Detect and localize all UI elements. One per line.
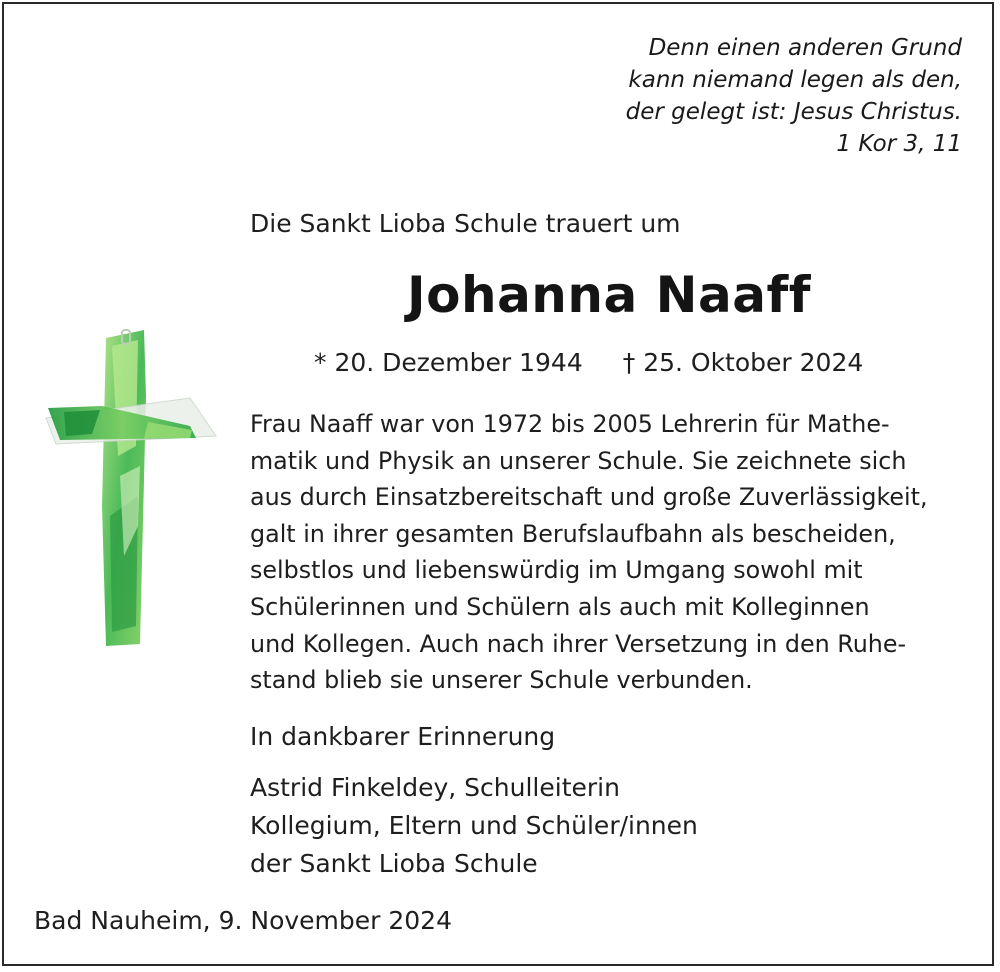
bio-line: Frau Naaff war von 1972 bis 2005 Lehrerin für Mathe- bbox=[250, 410, 890, 438]
verse-reference: 1 Kor 3, 11 bbox=[836, 131, 962, 157]
bio-line: aus durch Einsatzbereitschaft und große Zuverlässigkeit, bbox=[250, 483, 928, 512]
signer-line: Astrid Finkeldey, Schulleiterin bbox=[250, 773, 620, 802]
verse-line-1: Denn einen anderen Grund bbox=[648, 35, 962, 61]
bio-line: galt in ihrer gesamten Berufslaufbahn als bescheiden, bbox=[250, 519, 896, 548]
bio-line: Schülerinnen und Schülern als auch mit Kolleginnen bbox=[250, 592, 870, 621]
death-date: † 25. Oktober 2024 bbox=[622, 348, 864, 377]
birth-date: * 20. Dezember 1944 bbox=[314, 348, 583, 377]
signers bbox=[250, 769, 698, 883]
deceased-name: Johanna Naaff bbox=[407, 266, 811, 324]
signer-line: der Sankt Lioba Schule bbox=[250, 849, 538, 878]
bible-verse bbox=[626, 32, 962, 160]
biography bbox=[250, 406, 950, 699]
verse-line-2: kann niemand legen als den, bbox=[628, 67, 962, 93]
verse-line-3: der gelegt ist: Jesus Christus. bbox=[625, 99, 962, 125]
memory-text: In dankbarer Erinnerung bbox=[250, 722, 556, 751]
bio-line: und Kollegen. Auch nach ihrer Versetzung in den Ruhe- bbox=[250, 629, 907, 658]
signer-line: Kollegium, Eltern und Schüler/innen bbox=[250, 811, 698, 840]
bio-line: matik und Physik an unserer Schule. Sie zeichnete sich bbox=[250, 446, 907, 475]
bio-line: selbstlos und liebenswürdig im Umgang sowohl mit bbox=[250, 556, 863, 585]
intro-text: Die Sankt Lioba Schule trauert um bbox=[250, 209, 681, 238]
glass-cross-icon bbox=[40, 326, 220, 652]
bio-line: stand blieb sie unserer Schule verbunden. bbox=[250, 666, 753, 695]
obituary-frame bbox=[2, 2, 994, 966]
life-dates bbox=[314, 348, 863, 377]
place-and-date: Bad Nauheim, 9. November 2024 bbox=[34, 906, 452, 935]
